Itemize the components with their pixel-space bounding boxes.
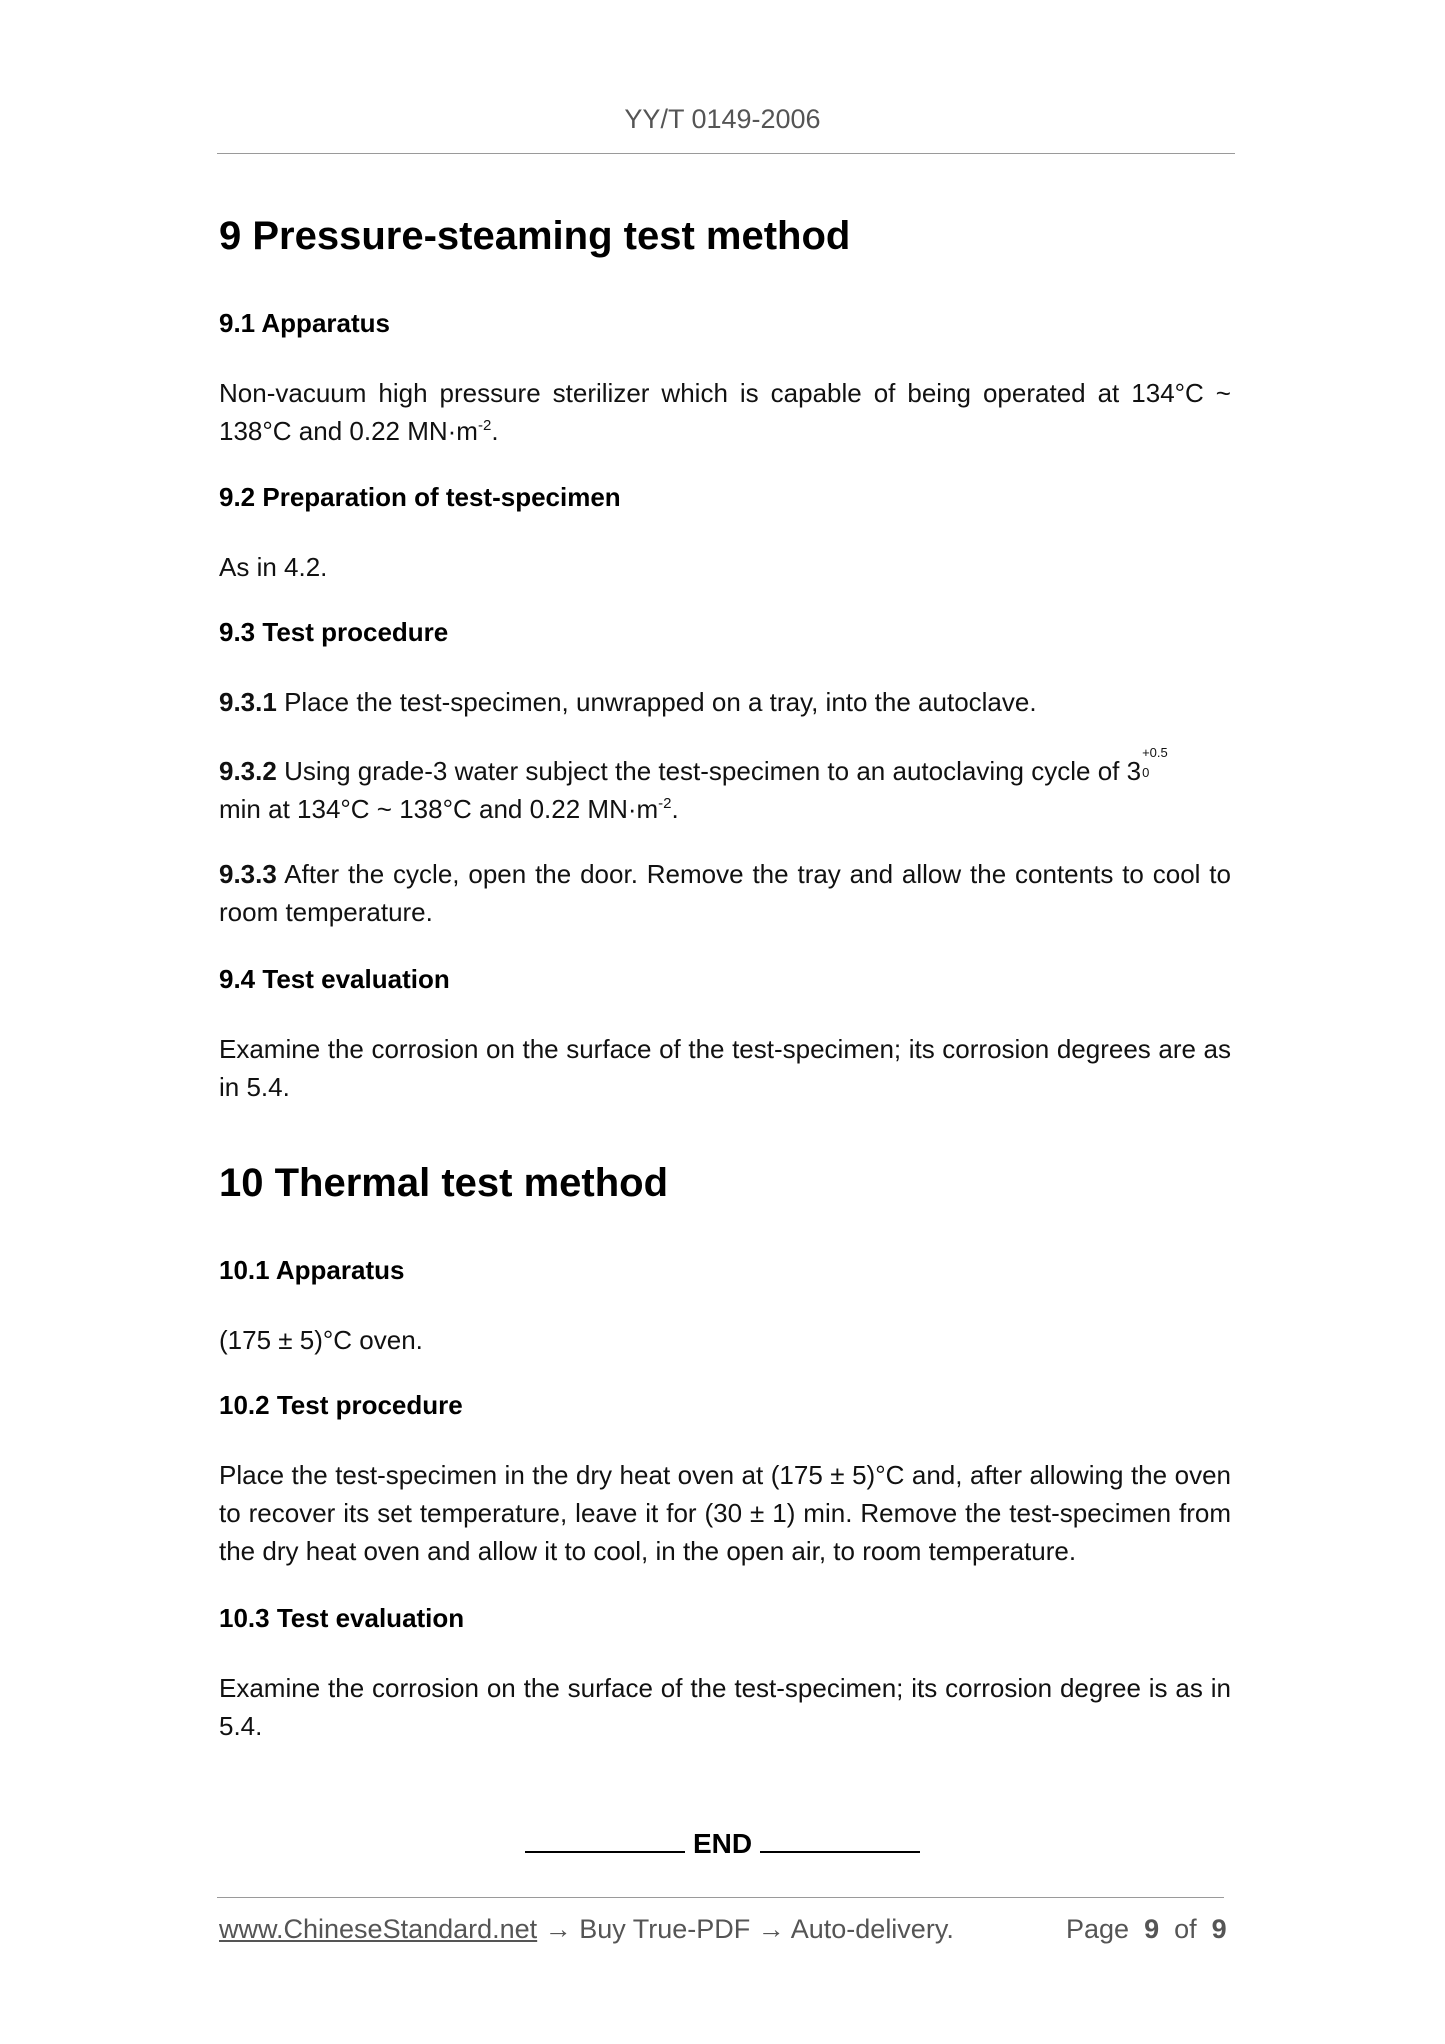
paragraph-9-3-2 (219, 745, 1231, 833)
document-code-header: YY/T 0149-2006 (624, 104, 821, 134)
footer-promo (219, 1914, 954, 1945)
section-10-2-heading: 10.2 Test procedure (219, 1390, 463, 1420)
section-9-title: 9 Pressure-steaming test method (219, 214, 851, 258)
clause-text: Place the test-specimen, unwrapped on a tray, into the autoclave. (284, 687, 1037, 717)
section-9-2-heading: 9.2 Preparation of test-specimen (219, 482, 621, 512)
section-9-4-heading: 9.4 Test evaluation (219, 964, 450, 994)
unit-exponent: -2 (658, 795, 672, 812)
clause-number: 9.3.2 (219, 756, 277, 786)
clause-text: Using grade-3 water subject the test-specimen to an autoclaving cycle of 3 (284, 756, 1142, 786)
section-9-1-text-end: . (491, 416, 499, 446)
section-10-1-text: (175 ± 5)°C oven. (219, 1325, 423, 1355)
section-9-3-heading: 9.3 Test procedure (219, 617, 449, 647)
page-label: Page (1066, 1914, 1130, 1944)
tolerance-upper: +0.5 (1142, 745, 1168, 760)
section-10-title: 10 Thermal test method (219, 1161, 669, 1205)
section-10-1-heading: 10.1 Apparatus (219, 1255, 405, 1285)
clause-number: 9.3.3 (219, 859, 277, 889)
unit-exponent: -2 (477, 417, 492, 434)
section-10-3-text: Examine the corrosion on the surface of the test-specimen; its corrosion degree is as in 5.4. (219, 1673, 1231, 1741)
footer-divider (217, 1897, 1224, 1898)
website-link[interactable]: www.ChineseStandard.net (219, 1914, 538, 1944)
section-9-4-text: Examine the corrosion on the surface of the test-specimen; its corrosion degrees are as in 5.4. (219, 1034, 1231, 1102)
paragraph-9-3-3 (219, 855, 1231, 931)
clause-text-end: . (671, 794, 679, 824)
clause-number: 9.3.1 (219, 687, 277, 717)
promo-text: → Buy True-PDF → Auto-delivery. (537, 1914, 954, 1944)
section-10-3-heading: 10.3 Test evaluation (219, 1603, 465, 1633)
end-label: END (692, 1828, 753, 1859)
section-9-2-text: As in 4.2. (219, 552, 328, 582)
section-9-1-text (219, 374, 1231, 455)
clause-text-cont: min at 134°C ~ 138°C and 0.22 MN·m (219, 794, 659, 824)
end-rule-left (525, 1827, 685, 1853)
page-total: 9 (1211, 1914, 1227, 1944)
end-marker (0, 1827, 1445, 1860)
page-indicator (1066, 1914, 1227, 1945)
tolerance-stack (1141, 745, 1168, 780)
section-10-2-text: Place the test-specimen in the dry heat oven at (175 ± 5)°C and, after allowing the oven to recover its set temperature, leave it for (30 ± 1) min. Remove the test-specimen from the dry heat oven and allow it to cool, in the open air, to room temperature. (219, 1460, 1231, 1566)
section-9-1-text-main: Non-vacuum high pressure sterilizer which is capable of being operated at 134°C ~ 138°C and 0.22 MN·m (219, 378, 1231, 446)
clause-text: After the cycle, open the door. Remove the tray and allow the contents to cool to room temperature. (219, 859, 1231, 927)
page-current: 9 (1144, 1914, 1160, 1944)
section-9-1-heading: 9.1 Apparatus (219, 308, 390, 338)
page-of: of (1174, 1914, 1197, 1944)
end-rule-right (760, 1827, 920, 1853)
paragraph-9-3-1 (219, 683, 1231, 721)
tolerance-lower: 0 (1142, 765, 1150, 780)
header-divider (217, 153, 1235, 154)
